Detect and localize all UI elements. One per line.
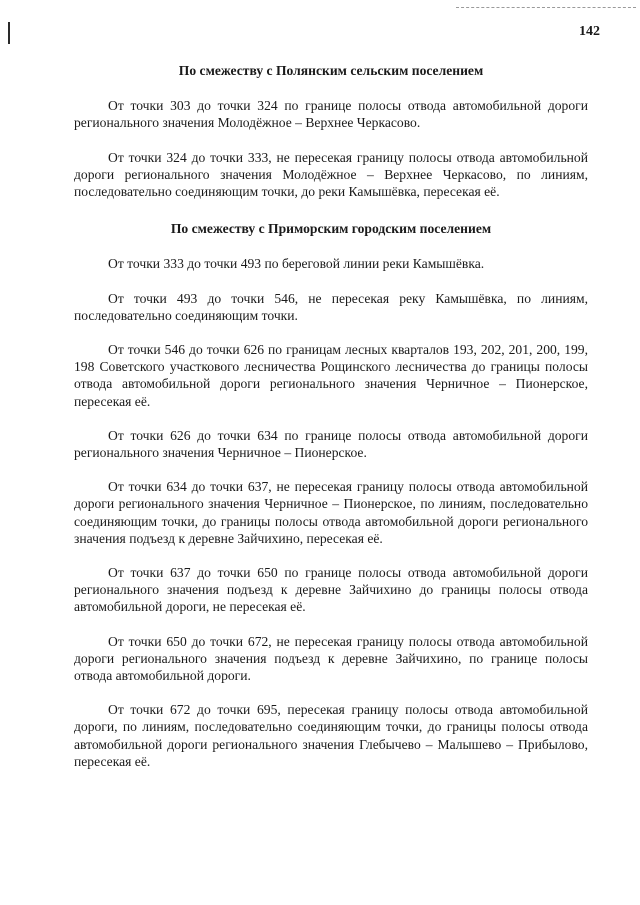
paragraph: От точки 333 до точки 493 по береговой линии реки Камышёвка. (108, 256, 485, 272)
section-polyansky (74, 62, 588, 200)
section-heading: По смежеству с Приморским городским поселением (170, 221, 492, 237)
document-body (74, 62, 588, 787)
paragraph: От точки 324 до точки 333, не пересекая границу полосы отвода автомобильной дороги регионального значения Молодёжное – Верхнее Черкасово, по линиям, последовательно соединяющим точки, до реки Камышёвка, пересекая её. (74, 149, 588, 200)
paragraph: От точки 493 до точки 546, не пересекая реку Камышёвка, по линиям, последовательно соединяющим точки. (74, 290, 588, 323)
paragraph: От точки 546 до точки 626 по границам лесных кварталов 193, 202, 201, 200, 199, 198 Советского участкового лесничества Рощинского лесничества до границы полосы отвода автомобильной дороги регионального значения Черничное – Пионерское, пересекая её. (74, 342, 588, 409)
section-heading: По смежеству с Полянским сельским поселением (178, 63, 484, 78)
paragraph: От точки 672 до точки 695, пересекая границу полосы отвода автомобильной дороги, по линиям, последовательно соединяющим точки, до границы полосы отвода автомобильной дороги регионального значения Глебычево – Малышево – Прибылово, пересекая её. (74, 702, 588, 769)
scan-edge-line (456, 7, 636, 8)
page-number: 142 (579, 24, 600, 39)
section-primorsky (74, 220, 588, 770)
scan-margin-mark (8, 22, 10, 44)
paragraph: От точки 303 до точки 324 по границе полосы отвода автомобильной дороги регионального значения Молодёжное – Верхнее Черкасово. (74, 98, 588, 131)
paragraph: От точки 637 до точки 650 по границе полосы отвода автомобильной дороги регионального значения подъезд к деревне Зайчихино до границы полосы отвода автомобильной дороги, не пересекая её. (74, 565, 588, 615)
paragraph: От точки 634 до точки 637, не пересекая границу полосы отвода автомобильной дороги регионального значения Черничное – Пионерское, по линиям, последовательно соединяющим точки, до границы полосы отвода автомобильной дороги регионального значения подъезд к деревне Зайчихино, пересекая её. (74, 479, 588, 546)
paragraph: От точки 626 до точки 634 по границе полосы отвода автомобильной дороги регионального значения Черничное – Пионерское. (74, 427, 588, 461)
paragraph: От точки 650 до точки 672, не пересекая границу полосы отвода автомобильной дороги регионального значения подъезд к деревне Зайчихино, по границе полосы отвода автомобильной дороги. (74, 633, 588, 684)
